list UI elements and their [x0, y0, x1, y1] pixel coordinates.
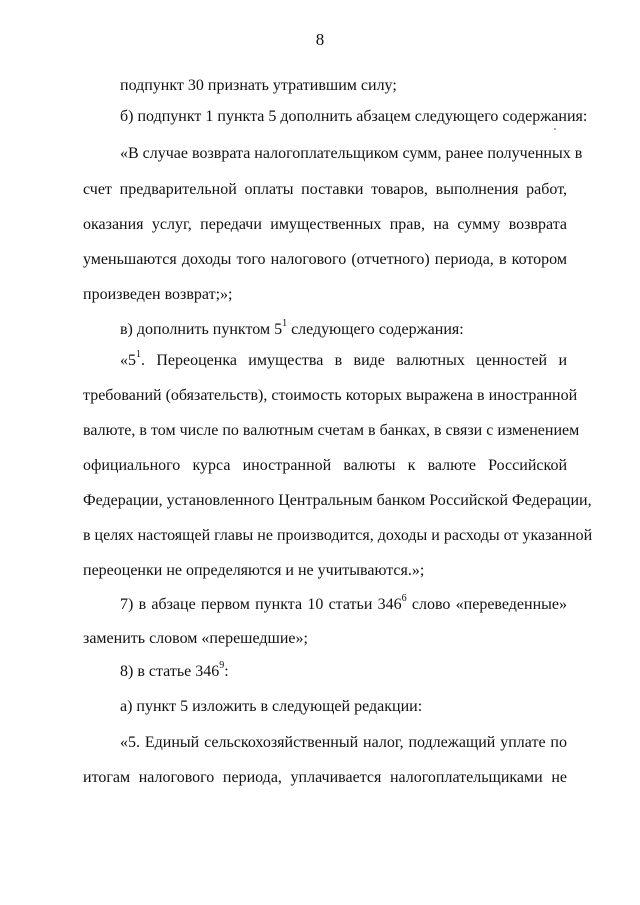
superscript: 6	[401, 592, 407, 604]
superscript: 1	[136, 348, 141, 360]
text-line: требований (обязательств), стоимость которых выражена в иностранной	[83, 387, 578, 404]
text-line: б) подпункт 1 пункта 5 дополнить абзацем следующего содержания:	[120, 108, 588, 125]
superscript: 9	[219, 659, 225, 671]
text-line	[120, 592, 567, 615]
text-segment: в) дополнить пунктом 5	[120, 321, 283, 338]
text-segment: . Переоценка имущества в виде валютных ценностей и	[141, 352, 567, 369]
text-segment: «5	[120, 352, 136, 369]
text-line: уменьшаются доходы того налогового (отчетного) периода, в котором	[83, 251, 567, 268]
text-line: «В случае возврата налогоплательщиком сумм, ранее полученных в	[120, 145, 583, 162]
text-line: заменить словом «перешедшие»;	[83, 630, 308, 647]
text-line: подпункт 30 признать утратившим силу;	[120, 77, 397, 94]
scan-speck	[554, 128, 556, 130]
text-line: оказания услуг, передачи имущественных прав, на сумму возврата	[83, 216, 567, 233]
text-segment: слово «переведенные»	[406, 596, 567, 613]
text-line: счет предварительной оплаты поставки товаров, выполнения работ,	[83, 181, 567, 198]
text-line: в целях настоящей главы не производится, доходы и расходы от указанной	[83, 527, 593, 544]
text-line: произведен возврат;»;	[83, 286, 233, 303]
page-number: 8	[315, 30, 325, 49]
text-line: валюте, в том числе по валютным счетам в банках, в связи с изменением	[83, 422, 580, 439]
text-line: официального курса иностранной валюты к валюте Российской	[83, 457, 567, 474]
text-segment: :	[224, 663, 229, 680]
text-line: Федерации, установленного Центральным банком Российской Федерации,	[83, 492, 592, 509]
text-segment: 8) в статье 346	[120, 663, 220, 680]
text-line	[120, 348, 567, 371]
text-line: «5. Единый сельскохозяйственный налог, подлежащий уплате по	[120, 734, 567, 751]
text-line: итогам налогового периода, уплачивается налогоплательщиками не	[83, 769, 567, 786]
text-line: а) пункт 5 изложить в следующей редакции:	[120, 698, 423, 715]
text-line	[120, 659, 567, 682]
text-segment: следующего содержания:	[287, 321, 464, 338]
text-segment: 7) в абзаце первом пункта 10 статьи 346	[120, 596, 402, 613]
text-line	[120, 317, 567, 340]
text-line: переоценки не определяются и не учитываются.»;	[83, 562, 425, 579]
superscript: 1	[282, 317, 288, 329]
